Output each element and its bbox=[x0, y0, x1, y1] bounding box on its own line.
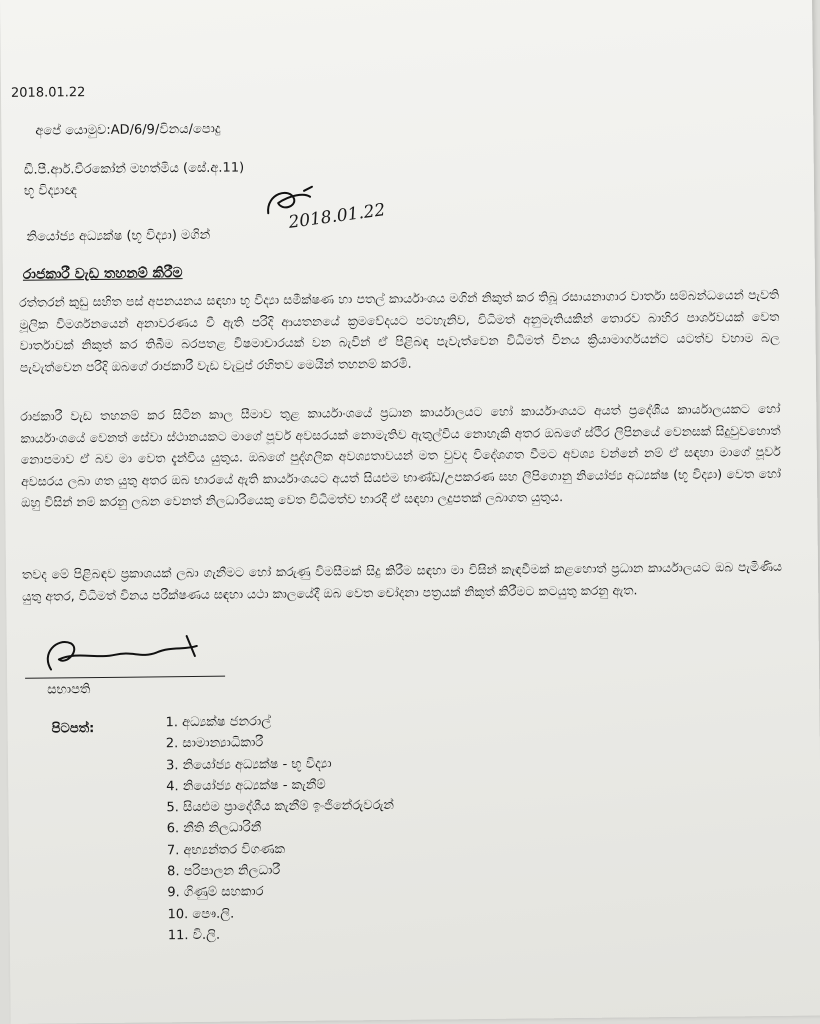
copy-recipient: 10. පෞ.ලි. bbox=[167, 906, 235, 922]
initial-date: 2018.01.22 bbox=[287, 200, 387, 233]
copies-label: පිටපත්: bbox=[51, 721, 95, 737]
copy-recipient: 5. සියළුම ප්‍රාදේශීය කැනීම් ඉංජිනේරුවරුන් bbox=[166, 798, 395, 816]
through-line: නියෝජ්‍ය අධ්‍යක්ෂ (භූ විද්‍යා) මගින් bbox=[26, 227, 211, 245]
copy-recipient: 9. ගිණුම් සහකාර bbox=[167, 884, 264, 901]
letter-subject: රාජකාරී වැඩ තහනම් කිරීම bbox=[22, 265, 183, 283]
chairman-signature bbox=[37, 628, 218, 680]
copy-recipient: 3. නියෝජ්‍ය අධ්‍යක්ෂ - භූ විද්‍යා bbox=[165, 756, 332, 773]
copies-list bbox=[165, 710, 395, 947]
body-paragraph-1: රත්තරන් කුඩු සහිත පස් අපනයනය සඳහා භූ විද්‍යා සමීක්ෂණ හා පතල් කාර්යාංශය මගින් නිකුත් කර තිබූ රසායනාගාර වාර්තා සම්බන්ධයෙන් පැවති මූලික විමර්ශනයෙන් අනාවරණය වී ඇති පරිදි ආයතනයේ ක්‍රමවේදයට පටහැනිව, විධිමත් අනුමැතියකින් තොරව බාහිර පාර්ශවයක් වෙත වාර්තාවක් නිකුත් කර තිබීම බරපතළ විෂමාචාරයක් වන බැවින් ඒ පිළිබඳ පැවැත්වෙන විධිමත් විනය ක්‍රියාමාර්ගයන්ට යටත්ව වහාම බල පැවැත්වෙන පරිදි ඔබගේ රාජකාරී වැඩ වැටුප් රහිතව මෙයින් තහනම් කරමි. bbox=[19, 286, 780, 375]
copy-recipient: 11. වි.ලි. bbox=[167, 927, 221, 944]
copy-recipient: 4. නියෝජ්‍ය අධ්‍යක්ෂ - කැනීම් bbox=[166, 777, 326, 795]
copy-recipient: 8. පරිපාලන නිලධාරී bbox=[167, 863, 281, 880]
body-paragraph-3: තවද මේ පිළිබඳව ප්‍රකාශයක් ලබා ගැනීමට හෝ කරුණු විමසීමක් සිදු කිරීම සඳහා මා විසින් කැඳවීමක් කළහොත් ප්‍රධාන කාර්යාලයට ඔබ පැමිණිය යුතු අතර, විධිමත් විනය පරීක්ෂණය සඳහා යථා කාලයේදී ඔබ වෙත චෝදනා පත්‍රයක් නිකුත් කිරීමට කටයුතු කරනු ඇත. bbox=[21, 558, 783, 604]
letter-date: 2018.01.22 bbox=[10, 85, 86, 101]
body-paragraph-2: රාජකාරී වැඩ තහනම් කර සිටින කාල සීමාව තුළ කාර්යාංශයේ ප්‍රධාන කාර්යාලයට හෝ කාර්යාංශයට අයත් ප්‍රදේශීය කාර්යාලයකට හෝ කාර්යාංශයේ වෙනත් සේවා ස්ථානයකට මාගේ පූර්ව අවසරයක් නොමැතිව ඇතුල්විය නොහැකි අතර ඔබගේ ස්ථිර ලිපිනයේ වෙනසක් සිදුවුවහොත් නොපමාව ඒ බව මා වෙත දැන්විය යුතුය. ඔබගේ පුද්ගලික අවශ්‍යතාවයන් මත වුවද විදේශගත වීමට අවශ්‍ය වන්නේ නම් ඒ සඳහා මාගේ පූර්ව අවසරය ලබා ගත යුතු අතර ඔබ භාරයේ ඇති කාර්යාංශයට අයත් සියළුම භාණ්ඩ/උපකරණ සහ ලිපිගොනු නියෝජ්‍ය අධ්‍යක්ෂ (භූ විද්‍යා) වෙත හෝ ඔහු විසින් නම් කරනු ලබන වෙනත් නිලධාරියෙකු වෙත විධිමත්ව භාරදී ඒ සඳහා ලදුපතක් ලබාගත යුතුය. bbox=[20, 400, 782, 510]
copy-recipient: 6. නීති නිලධාරිනී bbox=[166, 820, 262, 837]
addressee-designation: භූ විද්‍යාඥ bbox=[23, 183, 77, 199]
signatory-title: සභාපති bbox=[47, 682, 91, 698]
copy-recipient: 1. අධ්‍යක්ෂ ජනරාල් bbox=[165, 714, 272, 731]
copy-recipient: 2. සාමාන්‍යාධිකාරී bbox=[165, 735, 264, 752]
reference-number: අපේ යොමුව:AD/6/9/විනය/පොදු bbox=[35, 121, 221, 139]
addressee-name: ඩී.පී.ආර්.වීරකෝන් මහත්මිය (සේ.අ.11) bbox=[23, 160, 245, 178]
copy-recipient: 7. අභ්‍යන්තර විගණක bbox=[166, 841, 286, 859]
